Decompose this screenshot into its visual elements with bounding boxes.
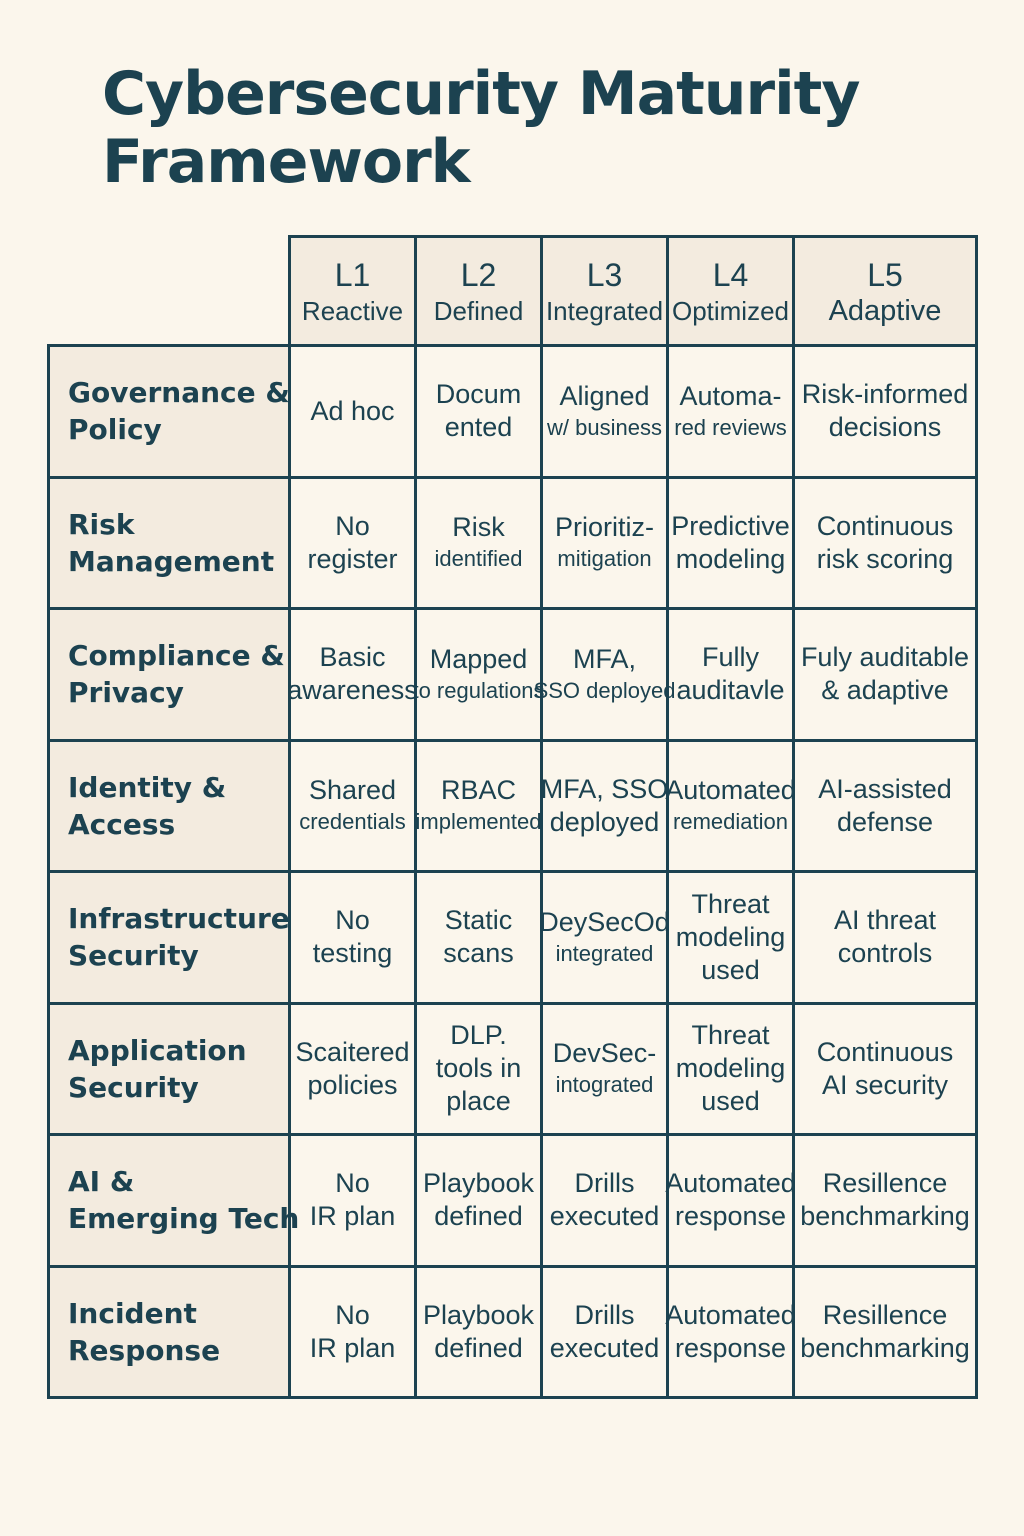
cell-line: Aligned xyxy=(559,380,650,411)
cell-line: Threat xyxy=(691,888,770,919)
table-cell xyxy=(543,1136,669,1268)
cell-line: Risk-informed xyxy=(801,379,969,410)
table-cell xyxy=(291,1268,417,1400)
cell-line: executed xyxy=(549,1332,660,1363)
row-label-line: Emerging Tech xyxy=(68,1202,300,1236)
cell-line: & adaptive xyxy=(821,675,949,706)
cell-line: defined xyxy=(434,1332,523,1363)
row-header xyxy=(47,1136,300,1268)
level-name: Optimized xyxy=(671,296,790,326)
cell-line: defense xyxy=(836,806,934,837)
cell-line: modeling xyxy=(675,1053,786,1084)
cell-line: Predictive xyxy=(671,510,790,541)
cell-line: Playbook xyxy=(422,1168,535,1199)
table-cell xyxy=(795,347,978,479)
cell-line: w/ business xyxy=(547,414,662,440)
row-header xyxy=(47,873,291,1005)
table-cell xyxy=(417,873,543,1005)
level-header-l3 xyxy=(543,235,669,347)
cell-line: No xyxy=(335,510,370,541)
cell-line: decisions xyxy=(828,412,942,443)
cell-line: Shared xyxy=(308,775,397,806)
row-header xyxy=(47,1005,291,1137)
table-cell xyxy=(665,742,796,874)
cell-line: place xyxy=(446,1086,511,1117)
table-cell xyxy=(795,1136,978,1268)
cell-line: Continuous xyxy=(816,510,954,541)
table-cell xyxy=(795,610,978,742)
table-cell xyxy=(291,873,417,1005)
cell-line: register xyxy=(307,543,398,574)
table-cell xyxy=(291,479,417,611)
cell-line: response xyxy=(674,1201,787,1232)
level-code: L3 xyxy=(586,257,623,293)
table-cell xyxy=(795,873,978,1005)
level-name: Defined xyxy=(433,296,524,326)
cell-line: Continuous xyxy=(816,1036,954,1067)
cell-line: to regulations xyxy=(412,677,545,703)
cell-line: credentials xyxy=(299,809,406,835)
level-header-l2 xyxy=(417,235,543,347)
cell-line: remediation xyxy=(673,809,788,835)
cell-line: SSO deployed xyxy=(533,677,676,703)
cell-line: Resillence xyxy=(822,1299,948,1330)
row-label-line: Governance & xyxy=(68,376,290,410)
level-code: L5 xyxy=(867,257,903,293)
cell-line: AI security xyxy=(821,1069,949,1100)
level-name: Adaptive xyxy=(828,295,942,327)
cell-line: tools in xyxy=(435,1053,522,1084)
cell-line: awareness xyxy=(287,675,418,706)
table-cell xyxy=(669,347,795,479)
cell-line: response xyxy=(674,1332,787,1363)
cell-line: Fully xyxy=(701,642,759,673)
table-cell xyxy=(665,1136,796,1268)
title-line-1: Cybersecurity Maturity xyxy=(102,59,860,129)
cell-line: benchmarking xyxy=(800,1201,970,1232)
cell-line: executed xyxy=(549,1201,660,1232)
level-name: Integrated xyxy=(545,296,664,326)
cell-line: MFA, SSO xyxy=(540,773,669,804)
row-label-line: Access xyxy=(68,807,176,841)
cell-line: Drills xyxy=(574,1168,635,1199)
cell-line: Automated xyxy=(665,775,796,806)
level-header-l1 xyxy=(291,235,417,347)
cell-line: Static xyxy=(444,905,513,936)
table-cell xyxy=(417,479,543,611)
cell-line: Drills xyxy=(574,1299,635,1330)
cell-line: integrated xyxy=(555,940,654,966)
row-label-line: Response xyxy=(68,1333,221,1367)
cell-line: defined xyxy=(434,1201,523,1232)
cell-line: risk scoring xyxy=(816,543,954,574)
row-label-line: Incident xyxy=(68,1296,197,1330)
table-cell xyxy=(540,742,669,874)
cell-line: No xyxy=(335,1299,370,1330)
cell-line: modeling xyxy=(675,543,786,574)
row-header xyxy=(47,347,291,479)
cell-line: implemented xyxy=(415,809,542,835)
title-line-2: Framework xyxy=(102,127,470,197)
row-label-line: Security xyxy=(68,939,199,973)
cell-line: modeling xyxy=(675,921,786,952)
table-cell xyxy=(417,1268,543,1400)
cell-line: IR plan xyxy=(309,1201,396,1232)
row-label-line: Application xyxy=(68,1033,247,1067)
table-cell xyxy=(291,1136,417,1268)
row-label-line: Management xyxy=(68,544,275,578)
cell-line: Ad hoc xyxy=(310,395,395,426)
cell-line: identified xyxy=(434,546,523,572)
cell-line: Prioritiz- xyxy=(555,512,654,543)
cell-line: policies xyxy=(307,1069,398,1100)
level-header-l4 xyxy=(669,235,795,347)
table-cell xyxy=(795,479,978,611)
cell-line: DeySecOd xyxy=(539,906,670,937)
cell-line: used xyxy=(701,954,760,985)
cell-line: Playbook xyxy=(422,1299,535,1330)
row-header xyxy=(47,1268,291,1400)
cell-line: Threat xyxy=(691,1020,770,1051)
cell-line: No xyxy=(335,905,370,936)
cell-line: testing xyxy=(312,938,393,969)
cell-line: AI-assisted xyxy=(818,773,952,804)
table-cell xyxy=(539,873,670,1005)
cell-line: red reviews xyxy=(674,414,787,440)
cell-line: Automated xyxy=(665,1168,796,1199)
cell-line: DLP. xyxy=(450,1020,507,1051)
row-header xyxy=(47,742,291,874)
table-cell xyxy=(417,742,543,874)
table-cell xyxy=(669,1005,795,1137)
table-cell xyxy=(533,610,676,742)
table-cell xyxy=(291,1005,417,1137)
table-cell xyxy=(795,1005,978,1137)
cell-line: ented xyxy=(444,412,513,443)
row-header xyxy=(47,610,291,742)
level-name: Reactive xyxy=(301,296,404,326)
row-header xyxy=(47,479,291,611)
table-cell xyxy=(417,1005,543,1137)
cell-line: mitigation xyxy=(557,546,652,572)
table-cell xyxy=(543,347,669,479)
cell-line: scans xyxy=(443,938,514,969)
row-label-line: Privacy xyxy=(68,676,184,710)
row-label-line: Identity & xyxy=(68,770,227,804)
cell-line: AI threat xyxy=(833,905,937,936)
cell-line: Basic xyxy=(319,642,386,673)
table-cell xyxy=(417,1136,543,1268)
cell-line: Mapped xyxy=(429,643,528,674)
cell-line: IR plan xyxy=(309,1332,396,1363)
table-cell xyxy=(543,479,669,611)
cell-line: auditavle xyxy=(676,675,785,706)
level-header-l5 xyxy=(795,235,978,347)
row-label-line: Infrastructure xyxy=(68,902,290,936)
cell-line: Risk xyxy=(452,512,505,543)
page-title xyxy=(102,60,922,196)
table-cell xyxy=(287,610,418,742)
table-cell xyxy=(795,1268,978,1400)
level-code: L1 xyxy=(334,257,371,293)
cell-line: Automated xyxy=(665,1299,796,1330)
table-cell xyxy=(795,742,978,874)
table-cell xyxy=(543,1268,669,1400)
table-cell xyxy=(291,742,417,874)
cell-line: No xyxy=(335,1168,370,1199)
table-cell xyxy=(665,1268,796,1400)
table-cell xyxy=(291,347,417,479)
table-cell xyxy=(543,1005,669,1137)
cell-line: benchmarking xyxy=(800,1332,970,1363)
table-cell xyxy=(669,873,795,1005)
cell-line: Scaitered xyxy=(295,1036,410,1067)
table-cell xyxy=(669,610,795,742)
cell-line: DevSec- xyxy=(552,1038,657,1069)
row-label-line: Risk xyxy=(68,507,135,541)
table-corner xyxy=(47,235,291,347)
cell-line: intograted xyxy=(555,1072,654,1098)
cell-line: MFA, xyxy=(572,643,636,674)
level-code: L4 xyxy=(712,257,749,293)
row-label-line: AI & xyxy=(68,1165,135,1199)
cell-line: used xyxy=(701,1086,760,1117)
cell-line: Resillence xyxy=(822,1168,948,1199)
cell-line: Automa- xyxy=(679,380,782,411)
cell-line: RBAC xyxy=(440,775,516,806)
cell-line: controls xyxy=(837,938,933,969)
row-label-line: Compliance & xyxy=(68,639,285,673)
row-label-line: Security xyxy=(68,1070,199,1104)
cell-line: Fuly auditable xyxy=(800,642,970,673)
cell-line: Docum xyxy=(435,379,522,410)
maturity-table xyxy=(47,235,978,1409)
table-cell xyxy=(669,479,795,611)
table-cell xyxy=(412,610,545,742)
table-cell xyxy=(417,347,543,479)
level-code: L2 xyxy=(460,257,497,293)
row-label-line: Policy xyxy=(68,413,162,447)
cell-line: deployed xyxy=(549,806,660,837)
